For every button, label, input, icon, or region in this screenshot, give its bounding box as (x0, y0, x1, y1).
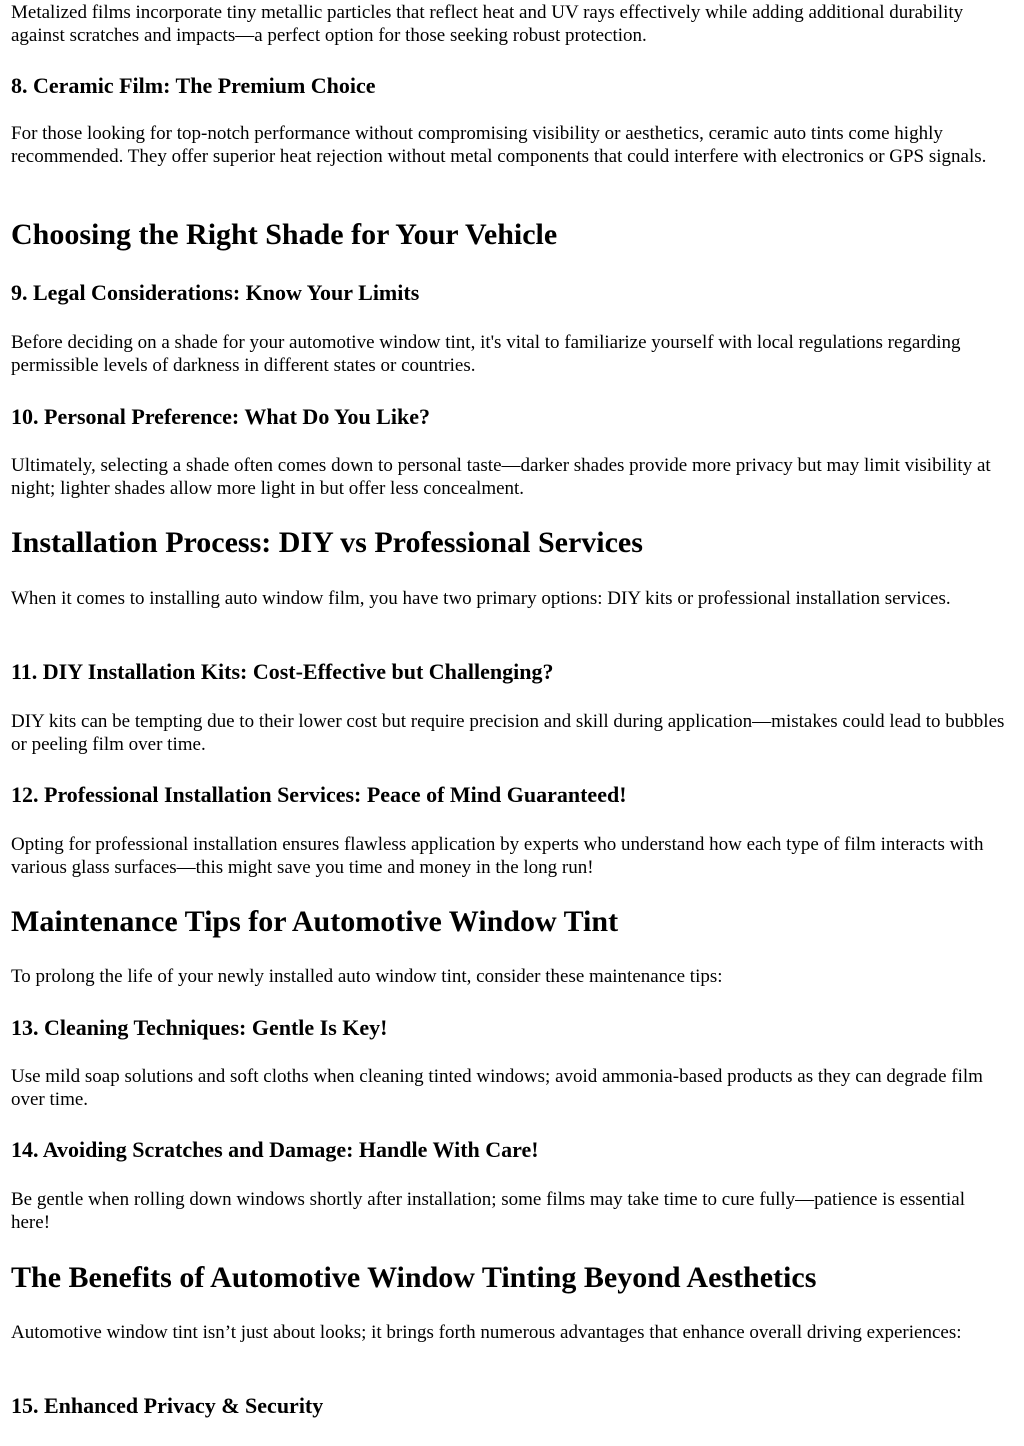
metalized-film-paragraph: Metalized films incorporate tiny metallic particles that reflect heat and UV rays effectively while adding additional durability against scratches and impacts—a perfect option for those seeking robust protection. (11, 2, 964, 46)
personal-preference-heading: 10. Personal Preference: What Do You Like? (11, 404, 430, 429)
cleaning-techniques-paragraph: Use mild soap solutions and soft cloths when cleaning tinted windows; avoid ammonia-based products as they can degrade film over time. (11, 1066, 983, 1110)
professional-installation-paragraph: Opting for professional installation ensures flawless application by experts who understand how each type of film interacts with various glass surfaces—this might save you time and money in the long run! (11, 834, 984, 878)
legal-considerations-paragraph: Before deciding on a shade for your automotive window tint, it's vital to familiarize yourself with local regulations regarding permissible levels of darkness in different states or countries. (11, 332, 961, 376)
professional-installation-heading: 12. Professional Installation Services: Peace of Mind Guaranteed! (11, 782, 627, 807)
installation-process-paragraph: When it comes to installing auto window film, you have two primary options: DIY kits or professional installation services. (11, 588, 951, 609)
diy-kits-heading: 11. DIY Installation Kits: Cost-Effective but Challenging? (11, 659, 554, 684)
benefits-heading: The Benefits of Automotive Window Tinting Beyond Aesthetics (11, 1261, 817, 1294)
legal-considerations-heading: 9. Legal Considerations: Know Your Limits (11, 280, 420, 305)
ceramic-film-paragraph: For those looking for top-notch performance without compromising visibility or aesthetics, ceramic auto tints come highly recommended. They offer superior heat rejection without metal components that could interfere with electronics or GPS signals. (11, 123, 987, 167)
cleaning-techniques-heading: 13. Cleaning Techniques: Gentle Is Key! (11, 1015, 388, 1040)
diy-kits-paragraph: DIY kits can be tempting due to their lower cost but require precision and skill during application—mistakes could lead to bubbles or peeling film over time. (11, 711, 1005, 755)
ceramic-film-heading: 8. Ceramic Film: The Premium Choice (11, 73, 376, 98)
avoiding-scratches-paragraph: Be gentle when rolling down windows shortly after installation; some films may take time to cure fully—patience is essential here! (11, 1189, 966, 1233)
enhanced-privacy-heading: 15. Enhanced Privacy & Security (11, 1393, 324, 1418)
benefits-paragraph: Automotive window tint isn’t just about looks; it brings forth numerous advantages that enhance overall driving experiences: (11, 1322, 962, 1343)
installation-process-heading: Installation Process: DIY vs Professional Services (11, 526, 643, 559)
maintenance-tips-paragraph: To prolong the life of your newly installed auto window tint, consider these maintenance tips: (11, 966, 723, 987)
maintenance-tips-heading: Maintenance Tips for Automotive Window Tint (11, 905, 619, 938)
choosing-shade-heading: Choosing the Right Shade for Your Vehicle (11, 218, 558, 251)
avoiding-scratches-heading: 14. Avoiding Scratches and Damage: Handle With Care! (11, 1137, 539, 1162)
personal-preference-paragraph: Ultimately, selecting a shade often comes down to personal taste—darker shades provide more privacy but may limit visibility at night; lighter shades allow more light in but offer less concealment. (11, 455, 991, 499)
